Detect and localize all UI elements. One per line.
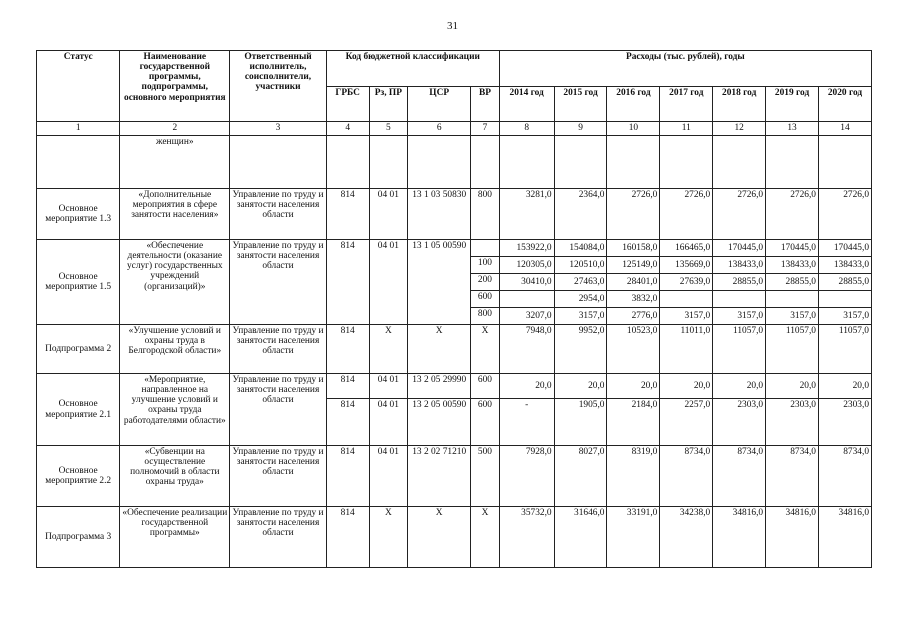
cell-value: 2726,0 bbox=[818, 189, 871, 240]
cell-value: 35732,0 bbox=[499, 507, 554, 568]
header-csr: ЦСР bbox=[408, 86, 471, 122]
cell-value: 125149,0 bbox=[607, 257, 660, 274]
column-number: 4 bbox=[326, 122, 369, 136]
cell-value: 31646,0 bbox=[554, 507, 607, 568]
column-number: 3 bbox=[230, 122, 327, 136]
row-executor: Управление по труду и занятости населения области bbox=[230, 240, 327, 325]
cell-value: 11011,0 bbox=[660, 325, 713, 374]
cell-value: 7928,0 bbox=[499, 446, 554, 507]
cell-rzpr: 04 01 bbox=[369, 240, 408, 325]
cell-rzpr: X bbox=[369, 507, 408, 568]
cell-value: 27463,0 bbox=[554, 274, 607, 291]
cell-value: 3281,0 bbox=[499, 189, 554, 240]
column-number: 7 bbox=[471, 122, 500, 136]
cell-vr bbox=[471, 240, 500, 257]
cell-value: 166465,0 bbox=[660, 240, 713, 257]
cell-value: 160158,0 bbox=[607, 240, 660, 257]
cell-vr: X bbox=[471, 507, 500, 568]
table-row-1-3 bbox=[37, 189, 872, 240]
header-year: 2014 год bbox=[499, 86, 554, 122]
cell-vr: 600 bbox=[471, 374, 500, 399]
table-row-subprogram-3 bbox=[37, 507, 872, 568]
header-year: 2020 год bbox=[818, 86, 871, 122]
row-status: Подпрограмма 2 bbox=[37, 325, 120, 374]
header-year: 2016 год bbox=[607, 86, 660, 122]
header-name: Наименование государственной программы, подпрограммы, основного мероприятия bbox=[120, 51, 230, 122]
cell-value: 20,0 bbox=[766, 374, 819, 399]
row-name: «Улучшение условий и охраны труда в Белгородской области» bbox=[120, 325, 230, 374]
cell-csr: 13 2 02 71210 bbox=[408, 446, 471, 507]
cell-value: 2257,0 bbox=[660, 399, 713, 446]
page-number: 31 bbox=[447, 20, 458, 32]
header-rzpr: Рз, ПР bbox=[369, 86, 408, 122]
cell-vr: 600 bbox=[471, 291, 500, 308]
cell-value: 2776,0 bbox=[607, 308, 660, 325]
row-status: Основное мероприятие 1.3 bbox=[37, 189, 120, 240]
cell-value: 28401,0 bbox=[607, 274, 660, 291]
column-number: 5 bbox=[369, 122, 408, 136]
cell-value: - bbox=[499, 399, 554, 446]
cell-value: 2726,0 bbox=[766, 189, 819, 240]
cell-grbs: 814 bbox=[326, 446, 369, 507]
cell-value: 120510,0 bbox=[554, 257, 607, 274]
cell-value: 34816,0 bbox=[766, 507, 819, 568]
cell-value bbox=[660, 291, 713, 308]
column-number: 8 bbox=[499, 122, 554, 136]
cell-vr: 800 bbox=[471, 189, 500, 240]
cell-value: 8734,0 bbox=[818, 446, 871, 507]
cell-value: 7948,0 bbox=[499, 325, 554, 374]
cell-value: 30410,0 bbox=[499, 274, 554, 291]
cell-value: 9952,0 bbox=[554, 325, 607, 374]
row-name: «Обеспечение деятельности (оказание услуг) государственных учреждений (организаций)» bbox=[120, 240, 230, 325]
column-number: 1 bbox=[37, 122, 120, 136]
cell-value: 170445,0 bbox=[766, 240, 819, 257]
cell-vr: 500 bbox=[471, 446, 500, 507]
cell-grbs: 814 bbox=[326, 325, 369, 374]
cell-value: 11057,0 bbox=[818, 325, 871, 374]
cell-value: 8734,0 bbox=[660, 446, 713, 507]
cell-value: 8319,0 bbox=[607, 446, 660, 507]
cell-value: 20,0 bbox=[713, 374, 766, 399]
cell-rzpr: 04 01 bbox=[369, 374, 408, 399]
cell-value: 2726,0 bbox=[713, 189, 766, 240]
cell-value: 20,0 bbox=[554, 374, 607, 399]
row-status: Основное мероприятие 2.2 bbox=[37, 446, 120, 507]
row-name: «Субвенции на осуществление полномочий в области охраны труда» bbox=[120, 446, 230, 507]
cell-value bbox=[818, 291, 871, 308]
cell-value: 34816,0 bbox=[713, 507, 766, 568]
row-status: Подпрограмма 3 bbox=[37, 507, 120, 568]
row-executor: Управление по труду и занятости населения области bbox=[230, 446, 327, 507]
cell-value: 20,0 bbox=[499, 374, 554, 399]
cell-value: 2303,0 bbox=[713, 399, 766, 446]
cell-value: 33191,0 bbox=[607, 507, 660, 568]
cell-value bbox=[766, 291, 819, 308]
cell-value: 1905,0 bbox=[554, 399, 607, 446]
cell-value: 154084,0 bbox=[554, 240, 607, 257]
cell-value: 3157,0 bbox=[660, 308, 713, 325]
cell-value: 135669,0 bbox=[660, 257, 713, 274]
row-name: женщин» bbox=[120, 136, 230, 189]
table-row-2-1-a bbox=[37, 374, 872, 399]
cell-value: 8734,0 bbox=[766, 446, 819, 507]
row-status: Основное мероприятие 2.1 bbox=[37, 374, 120, 446]
cell-value: 34238,0 bbox=[660, 507, 713, 568]
cell-value: 2303,0 bbox=[766, 399, 819, 446]
row-status: Основное мероприятие 1.5 bbox=[37, 240, 120, 325]
budget-table bbox=[36, 50, 872, 568]
row-executor: Управление по труду и занятости населения области bbox=[230, 325, 327, 374]
cell-value: 3207,0 bbox=[499, 308, 554, 325]
header-row-1 bbox=[37, 51, 872, 87]
header-expenses: Расходы (тыс. рублей), годы bbox=[499, 51, 871, 87]
cell-value: 3157,0 bbox=[713, 308, 766, 325]
cell-value: 34816,0 bbox=[818, 507, 871, 568]
cell-value: 20,0 bbox=[607, 374, 660, 399]
cell-value: 2364,0 bbox=[554, 189, 607, 240]
cell-vr: 600 bbox=[471, 399, 500, 446]
cell-csr: X bbox=[408, 325, 471, 374]
header-year: 2015 год bbox=[554, 86, 607, 122]
table-row-subprogram-2 bbox=[37, 325, 872, 374]
cell-value: 3157,0 bbox=[766, 308, 819, 325]
cell-value: 2184,0 bbox=[607, 399, 660, 446]
table-row-2-2 bbox=[37, 446, 872, 507]
cell-value: 28855,0 bbox=[713, 274, 766, 291]
cell-csr: 13 1 05 00590 bbox=[408, 240, 471, 325]
column-number: 12 bbox=[713, 122, 766, 136]
cell-grbs: 814 bbox=[326, 374, 369, 399]
cell-value bbox=[499, 291, 554, 308]
cell-grbs: 814 bbox=[326, 399, 369, 446]
cell-vr: X bbox=[471, 325, 500, 374]
cell-value: 20,0 bbox=[818, 374, 871, 399]
table-row-1-5 bbox=[37, 240, 872, 257]
cell-rzpr: 04 01 bbox=[369, 399, 408, 446]
cell-value: 2726,0 bbox=[607, 189, 660, 240]
cell-value: 2303,0 bbox=[818, 399, 871, 446]
cell-value: 120305,0 bbox=[499, 257, 554, 274]
cell-csr: 13 2 05 00590 bbox=[408, 399, 471, 446]
cell-rzpr: 04 01 bbox=[369, 189, 408, 240]
cell-value: 138433,0 bbox=[818, 257, 871, 274]
column-number: 14 bbox=[818, 122, 871, 136]
header-year: 2017 год bbox=[660, 86, 713, 122]
row-executor: Управление по труду и занятости населения области bbox=[230, 507, 327, 568]
row-executor: Управление по труду и занятости населения области bbox=[230, 374, 327, 446]
column-number: 6 bbox=[408, 122, 471, 136]
cell-value: 2726,0 bbox=[660, 189, 713, 240]
cell-value: 3157,0 bbox=[554, 308, 607, 325]
header-grbs: ГРБС bbox=[326, 86, 369, 122]
column-number-row bbox=[37, 122, 872, 136]
cell-value: 27639,0 bbox=[660, 274, 713, 291]
header-executor: Ответственный исполнитель, соисполнители, участники bbox=[230, 51, 327, 122]
cell-value: 138433,0 bbox=[713, 257, 766, 274]
cell-value: 20,0 bbox=[660, 374, 713, 399]
cell-value: 10523,0 bbox=[607, 325, 660, 374]
cell-value: 2954,0 bbox=[554, 291, 607, 308]
row-name: «Обеспечение реализации государственной программы» bbox=[120, 507, 230, 568]
cell-grbs: 814 bbox=[326, 507, 369, 568]
column-number: 13 bbox=[766, 122, 819, 136]
row-name: «Дополнительные мероприятия в сфере занятости населения» bbox=[120, 189, 230, 240]
cell-value bbox=[713, 291, 766, 308]
cell-value: 28855,0 bbox=[766, 274, 819, 291]
cell-value: 170445,0 bbox=[713, 240, 766, 257]
column-number: 2 bbox=[120, 122, 230, 136]
cell-vr: 200 bbox=[471, 274, 500, 291]
cell-value: 170445,0 bbox=[818, 240, 871, 257]
cell-value: 11057,0 bbox=[766, 325, 819, 374]
cell-value: 3157,0 bbox=[818, 308, 871, 325]
cell-value: 11057,0 bbox=[713, 325, 766, 374]
cell-value: 3832,0 bbox=[607, 291, 660, 308]
column-number: 11 bbox=[660, 122, 713, 136]
column-number: 9 bbox=[554, 122, 607, 136]
row-executor: Управление по труду и занятости населения области bbox=[230, 189, 327, 240]
cell-value: 28855,0 bbox=[818, 274, 871, 291]
header-year: 2018 год bbox=[713, 86, 766, 122]
cell-csr: 13 2 05 29990 bbox=[408, 374, 471, 399]
cell-rzpr: X bbox=[369, 325, 408, 374]
cell-value: 8027,0 bbox=[554, 446, 607, 507]
cell-csr: X bbox=[408, 507, 471, 568]
cell-vr: 800 bbox=[471, 308, 500, 325]
row-name: «Мероприятие, направленное на улучшение условий и охраны труда работодателями области» bbox=[120, 374, 230, 446]
cell-value: 138433,0 bbox=[766, 257, 819, 274]
table-row-continuation bbox=[37, 136, 872, 189]
cell-grbs: 814 bbox=[326, 240, 369, 325]
cell-grbs: 814 bbox=[326, 189, 369, 240]
cell-value: 153922,0 bbox=[499, 240, 554, 257]
cell-csr: 13 1 03 50830 bbox=[408, 189, 471, 240]
header-status: Статус bbox=[37, 51, 120, 122]
column-number: 10 bbox=[607, 122, 660, 136]
header-year: 2019 год bbox=[766, 86, 819, 122]
cell-vr: 100 bbox=[471, 257, 500, 274]
cell-rzpr: 04 01 bbox=[369, 446, 408, 507]
cell-value: 8734,0 bbox=[713, 446, 766, 507]
header-vr: ВР bbox=[471, 86, 500, 122]
header-budget-code: Код бюджетной классификации bbox=[326, 51, 499, 87]
